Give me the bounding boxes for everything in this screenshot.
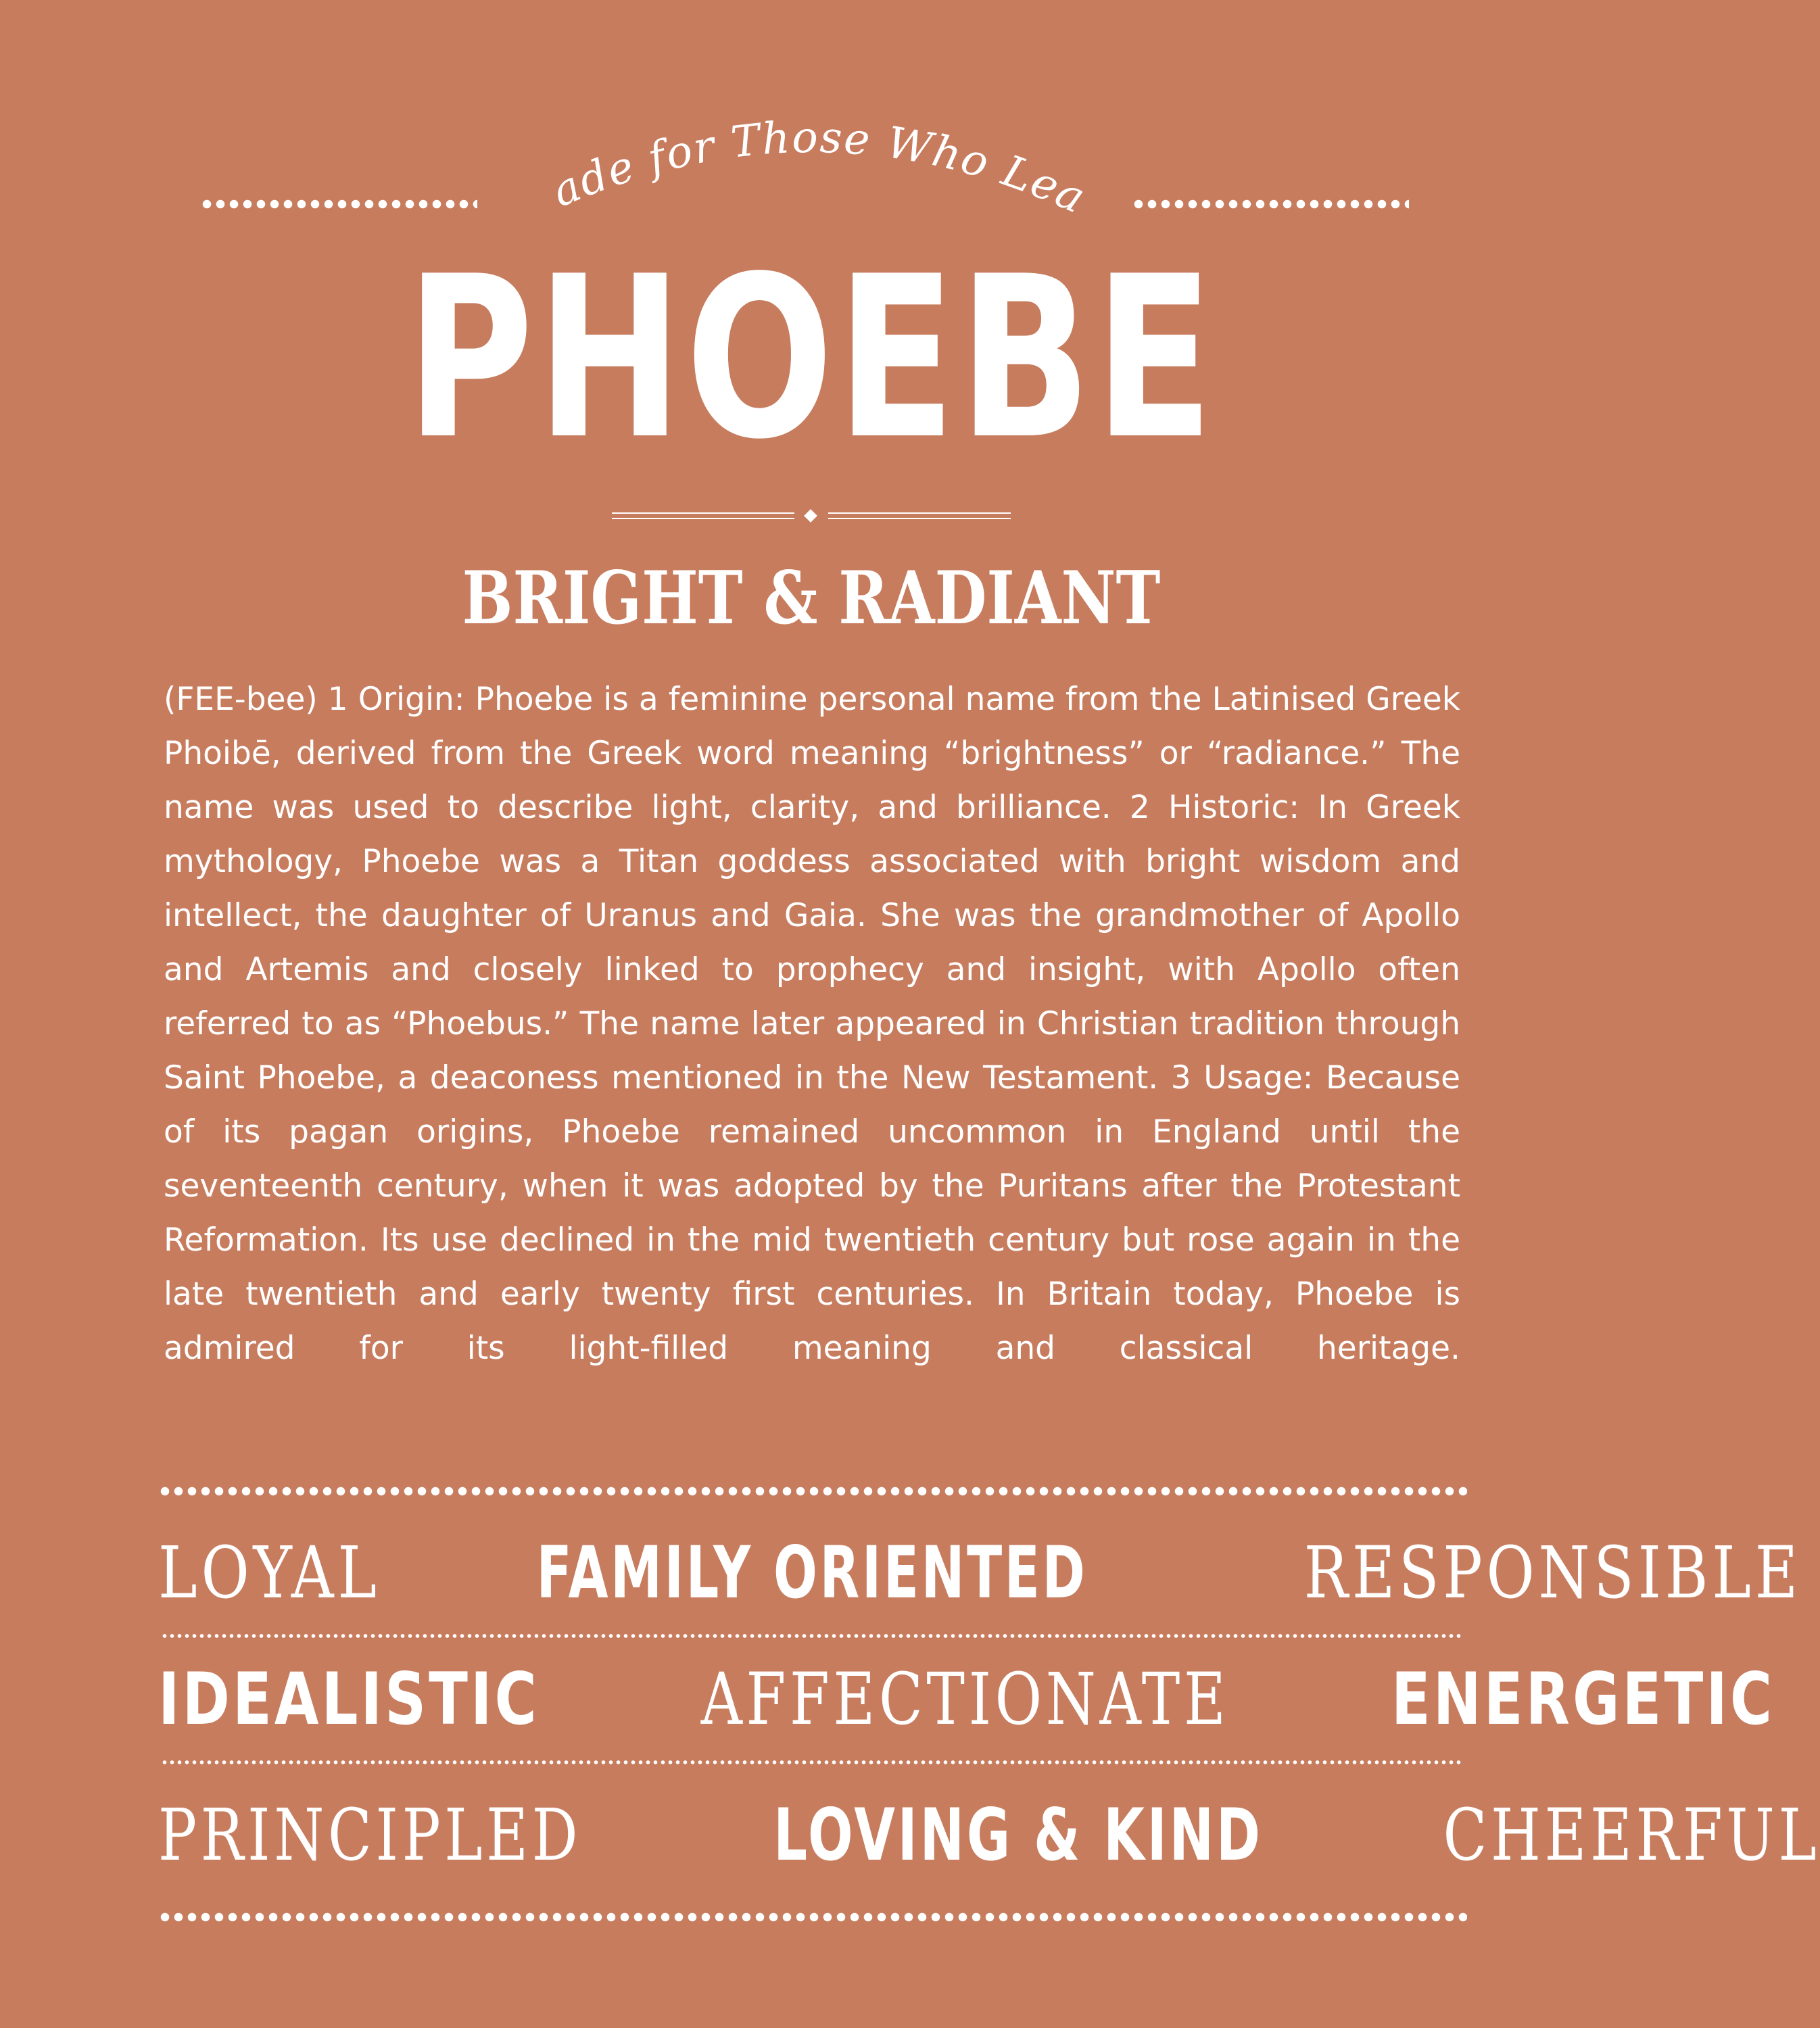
trait-word: FAMILY ORIENTED: [536, 1531, 1088, 1614]
traits-dotted-rule-bottom: [158, 1910, 1467, 1924]
trait-word: CHEERFUL: [1443, 1793, 1820, 1877]
traits-row-1: [158, 1529, 1802, 1617]
trait-word: LOVING & KIND: [773, 1793, 1263, 1877]
trait-word: PRINCIPLED: [158, 1793, 582, 1877]
traits-row-2: [158, 1656, 1775, 1743]
tagline-text: Made for Those Who Lead: [477, 62, 1094, 224]
title-divider-ornament: [612, 508, 1011, 526]
trait-word: ENERGETIC: [1391, 1658, 1775, 1741]
trait-word: RESPONSIBLE: [1303, 1531, 1802, 1614]
tagline-arc: [477, 62, 1122, 237]
traits-dotted-separator: [161, 1633, 1462, 1639]
diamond-icon: [804, 509, 817, 523]
divider-line-left: [612, 512, 794, 519]
trait-word: AFFECTIONATE: [700, 1658, 1230, 1741]
header-dotted-rule-right: [1132, 197, 1409, 211]
trait-word: IDEALISTIC: [158, 1658, 540, 1741]
divider-line-right: [828, 512, 1011, 519]
traits-dotted-rule-top: [158, 1484, 1467, 1498]
trait-word: LOYAL: [158, 1531, 381, 1614]
tagline: [477, 62, 1122, 237]
first-name-title: PHOEBE: [406, 228, 1217, 488]
name-description: (FEE-bee) 1 Origin: Phoebe is a feminine personal name from the Latinised Greek Phoibē, derived from the Greek word meaning “brightness” or “radiance.” The name was used to describe light, clarity, and brilliance. 2 Historic: In Greek mythology, Phoebe was a Titan goddess associated with bright wisdom and intellect, the daughter of Uranus and Gaia. She was the grandmother of Apollo and Artemis and closely linked to prophecy and insight, with Apollo often referred to as “Phoebus.” The name later appeared in Christian tradition through Saint Phoebe, a deaconess mentioned in the New Testament. 3 Usage: Because of its pagan origins, Phoebe remained uncommon in England until the seventeenth century, when it was adopted by the Puritans after the Protestant Reformation. Its use declined in the mid twentieth century but rose again in the late twentieth and early twenty first centuries. In Britain today, Phoebe is admired for its light-filled meaning and classical heritage.: [164, 681, 1460, 1367]
traits-dotted-separator: [161, 1760, 1462, 1765]
traits-row-3: [158, 1791, 1820, 1879]
header-dotted-rule-left: [200, 197, 477, 211]
name-meaning-heading: BRIGHT & RADIANT: [462, 556, 1161, 641]
